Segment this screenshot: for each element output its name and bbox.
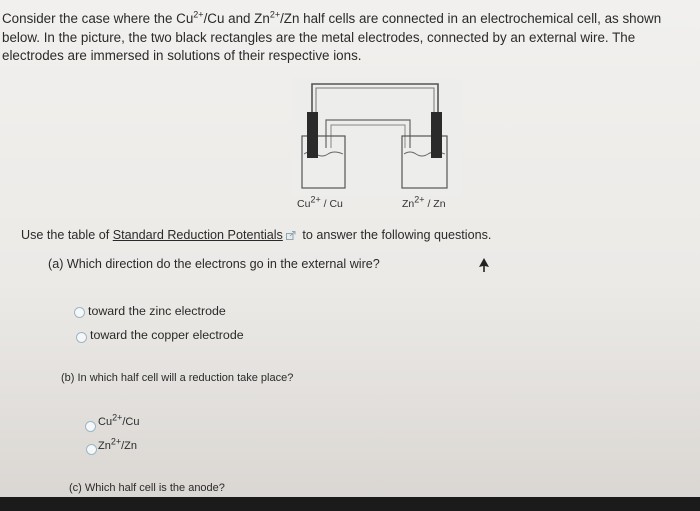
option-zn-half-cell[interactable]: $Zn^{2+}/Zn$ (98, 436, 138, 452)
question-c: (c) Which half cell is the anode? (69, 482, 225, 494)
problem-intro: Consider the case where the $Cu^{2+}/Cu$ and $Zn^{2+}/Zn$ half cells are connected in an electrochemical cell, as shown below. In the picture, the two black rectangles are the metal electrodes, connected by an external wire. The electrodes are immersed in solutions of their respective ions. (2, 9, 662, 63)
option-cu-half-cell[interactable]: $Cu^{2+}/Cu$ (98, 412, 140, 428)
question-b: (b) In which half cell will a reduction take place? (61, 372, 294, 384)
radio-zinc-electrode[interactable] (74, 307, 85, 318)
radio-cu-half-cell[interactable] (85, 421, 96, 432)
external-link-icon[interactable] (286, 231, 296, 240)
mouse-cursor-icon (478, 258, 490, 272)
question-a: (a) Which direction do the electrons go in the external wire? (48, 257, 380, 271)
instruction-text: Use the table of Standard Reduction Potentials to answer the following questions. (21, 228, 492, 242)
option-copper-electrode[interactable]: toward the copper electrode (90, 328, 244, 342)
standard-reduction-potentials-link[interactable]: Standard Reduction Potentials (112, 228, 283, 242)
zinc-electrode (431, 112, 442, 158)
screen-bottom-edge (0, 497, 700, 511)
radio-copper-electrode[interactable] (76, 332, 87, 343)
left-half-cell-label: Cu2+ / Cu (297, 194, 343, 210)
right-half-cell-label: Zn2+ / Zn (402, 194, 446, 210)
radio-zn-half-cell[interactable] (86, 444, 97, 455)
option-zinc-electrode[interactable]: toward the zinc electrode (88, 304, 226, 318)
electrochemical-cell-diagram (292, 78, 462, 196)
copper-electrode (307, 112, 318, 158)
